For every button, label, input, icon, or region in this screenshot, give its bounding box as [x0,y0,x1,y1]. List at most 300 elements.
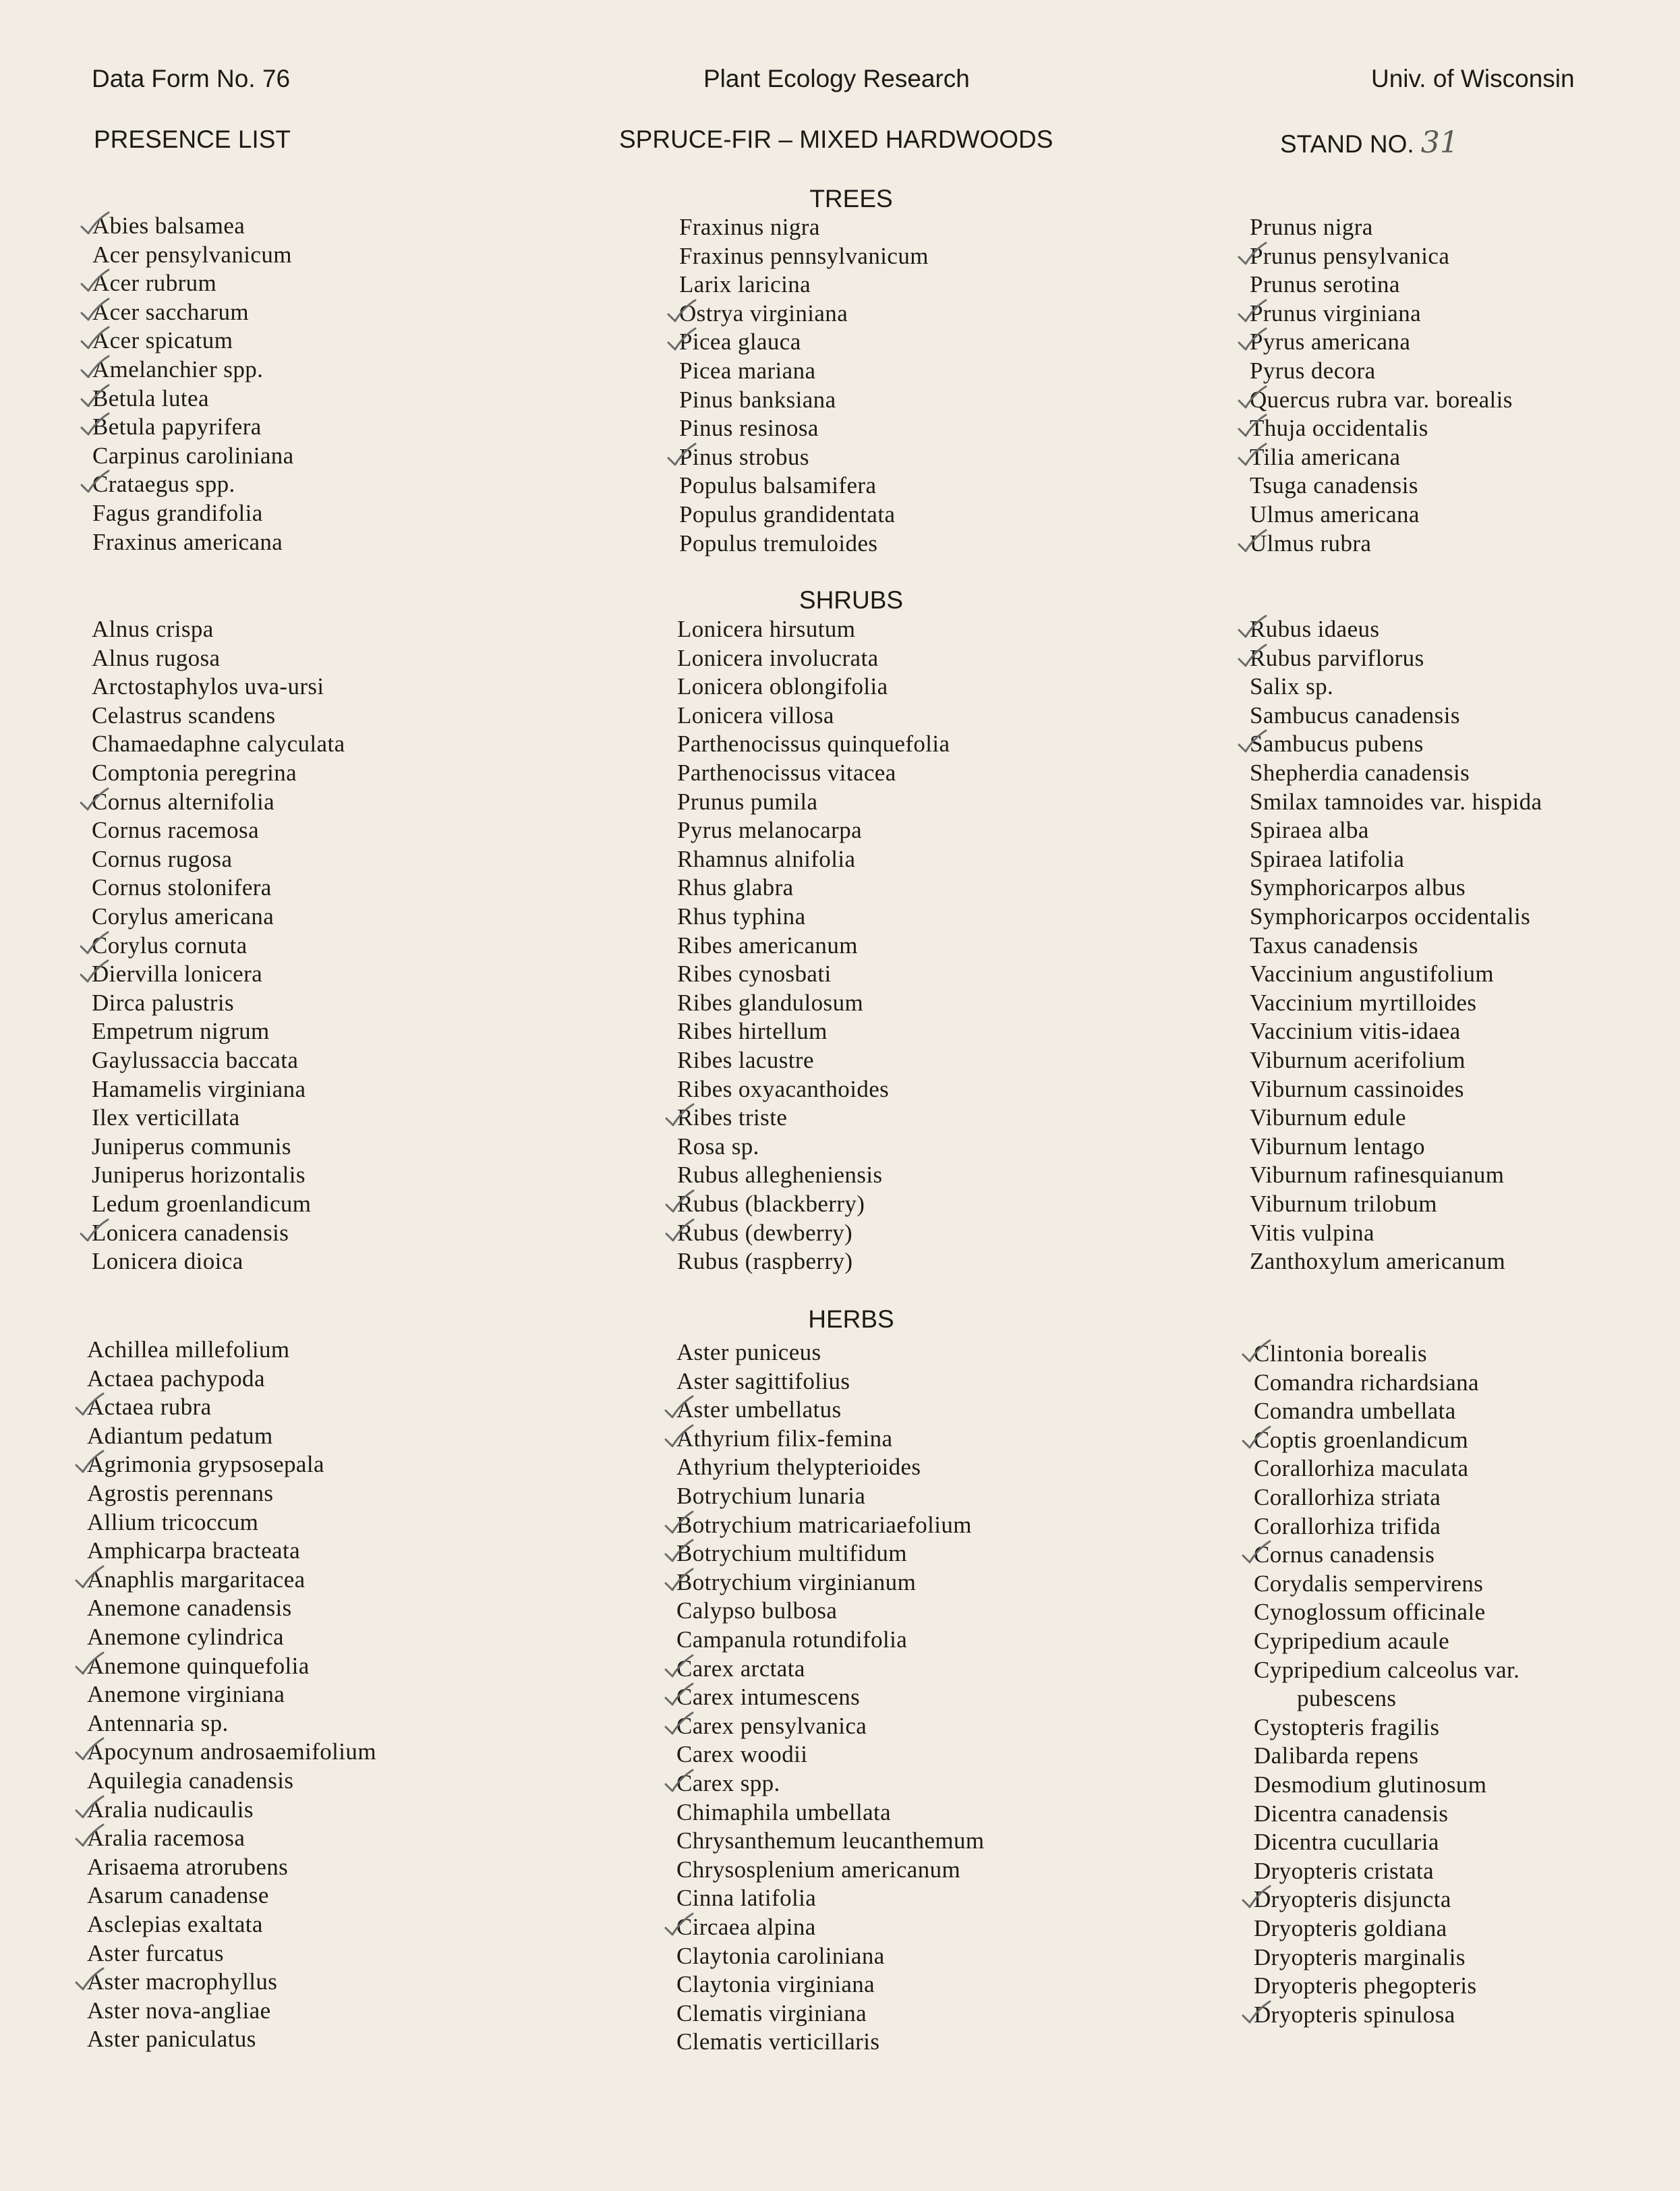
species-item [92,241,292,269]
species-item [92,932,248,960]
species-item [676,1367,850,1396]
species-item [1250,1190,1437,1218]
handwritten-check-icon [80,297,110,324]
species-item [1254,1541,1435,1569]
handwritten-check-icon [1238,326,1267,353]
species-name: Lonicera oblongifolia [677,673,888,700]
handwritten-check-icon [75,1794,105,1821]
species-name: Smilax tamnoides var. hispida [1250,788,1542,815]
species-item [676,1683,860,1711]
species-name: Alnus crispa [92,616,214,642]
species-item [1250,1161,1504,1189]
species-item [1254,1454,1468,1483]
species-item [1254,1857,1434,1885]
species-item [677,1190,865,1218]
species-item [87,1767,293,1795]
species-item [676,1626,907,1654]
species-item [1254,1713,1439,1742]
species-item [92,1133,291,1161]
species-name: Corydalis sempervirens [1254,1570,1484,1597]
handwritten-check-icon [664,1423,694,1450]
species-item [87,1450,324,1479]
stand-number-handwritten: 31 [1420,125,1459,160]
species-name: Allium tricoccum [87,1508,259,1535]
species-item [1250,845,1404,874]
handwritten-check-icon [664,1682,694,1709]
species-item [676,1827,985,1855]
species-item [92,788,274,816]
species-name: Taxus canadensis [1250,932,1418,959]
species-name: Prunus pensylvanica [1250,242,1450,269]
species-name: Asclepias exaltata [87,1911,263,1937]
species-item [87,2025,256,2053]
species-name: Acer rubrum [92,270,217,297]
species-item [1254,1885,1451,1914]
species-name: Tilia americana [1250,443,1401,470]
handwritten-check-icon [1242,1338,1271,1365]
species-name: Rubus parviflorus [1250,644,1424,671]
species-name: Corallorhiza maculata [1254,1455,1469,1482]
species-name: Fraxinus pennsylvanicum [679,242,929,269]
species-name: Aster sagittifolius [676,1367,850,1394]
species-item [676,1568,916,1597]
species-name: Abies balsamea [92,212,245,239]
species-item [679,530,877,558]
species-item [1254,1684,1396,1713]
species-name: Aquilegia canadensis [87,1767,294,1794]
species-name: Botrychium matricariaefolium [676,1511,972,1538]
handwritten-check-icon [1238,729,1267,756]
species-item [676,1539,907,1568]
species-name: Shepherdia canadensis [1250,760,1470,786]
species-item [677,816,862,845]
species-name: Amelanchier spp. [92,356,264,382]
handwritten-check-icon [75,1564,105,1591]
species-item [87,1968,277,1996]
species-item [92,1075,306,1104]
species-name: Viburnum edule [1250,1104,1406,1131]
handwritten-check-icon [80,787,109,814]
species-name: Amphicarpa bracteata [87,1537,301,1564]
species-item [92,326,233,355]
species-item [87,1479,273,1508]
species-name: Carex pensylvanica [676,1712,867,1739]
species-name: Prunus serotina [1250,271,1400,298]
species-item [1250,960,1494,988]
species-name: Juniperus communis [92,1133,291,1160]
species-name: Viburnum trilobum [1250,1191,1437,1217]
species-name: Desmodium glutinosum [1254,1771,1487,1798]
handwritten-check-icon [1238,442,1267,469]
species-item [677,932,858,960]
species-name: pubescens [1297,1685,1397,1712]
handwritten-check-icon [664,1394,694,1421]
species-name: Ledum groenlandicum [92,1191,312,1217]
species-name: Achillea millefolium [87,1336,290,1363]
species-item [677,1133,759,1161]
species-name: Dirca palustris [92,989,235,1016]
species-item [92,644,220,673]
species-name: Ribes cynosbati [677,961,832,988]
handwritten-check-icon [664,1538,694,1565]
species-name: Clintonia borealis [1254,1340,1428,1367]
species-name: Betula lutea [92,385,209,411]
species-item [92,442,294,470]
species-name: Anemone quinquefolia [87,1652,310,1679]
species-item [92,1104,240,1132]
species-item [677,615,855,644]
stand-number-label [1280,125,1459,160]
species-item [87,1796,254,1824]
species-name: Cornus canadensis [1254,1541,1435,1568]
handwritten-check-icon [80,383,110,410]
species-name: Rosa sp. [677,1133,759,1160]
species-name: Tsuga canadensis [1250,472,1418,499]
species-name: Rhus typhina [677,903,806,930]
species-item [1254,1570,1483,1598]
species-name: Arctostaphylos uva-ursi [92,673,324,700]
species-name: Betula papyrifera [92,414,262,440]
species-name: Sambucus pubens [1250,731,1424,758]
species-name: Cypripedium calceolus var. [1254,1656,1520,1683]
species-item [92,1161,306,1189]
species-name: Larix laricina [679,271,811,298]
handwritten-check-icon [1238,385,1267,411]
species-name: Aralia racemosa [87,1825,245,1852]
species-name: Dryopteris cristata [1254,1857,1435,1884]
species-item [92,1046,298,1075]
species-name: Anemone canadensis [87,1595,292,1622]
species-name: Fagus grandifolia [92,500,263,526]
species-item [677,1161,883,1189]
species-item [1254,1340,1427,1368]
species-item [87,1680,285,1709]
species-name: Ribes lacustre [677,1047,814,1073]
species-name: Ilex verticillata [92,1104,240,1131]
species-name: Acer saccharum [92,298,249,325]
species-item [92,1247,243,1276]
species-name: Ribes hirtellum [677,1018,828,1045]
species-name: Parthenocissus quinquefolia [677,731,950,758]
species-item [92,989,234,1017]
species-name: Arisaema atrorubens [87,1853,289,1880]
species-name: Parthenocissus vitacea [677,760,896,786]
species-item [676,1712,867,1740]
species-item [677,989,863,1017]
species-item [677,1046,814,1075]
species-name: Gaylussaccia baccata [92,1047,299,1073]
species-name: Dryopteris goldiana [1254,1915,1447,1941]
species-name: Rubus idaeus [1250,616,1380,642]
species-item [676,1970,875,1999]
species-name: Asarum canadense [87,1882,269,1909]
handwritten-check-icon [1238,614,1267,641]
handwritten-check-icon [1238,413,1267,440]
species-item [87,1652,310,1680]
species-name: Acer spicatum [92,327,233,354]
species-item [1250,414,1428,443]
species-name: Cornus rugosa [92,845,233,872]
species-item [1250,759,1470,787]
species-item [676,1913,816,1941]
handwritten-check-icon [75,1449,105,1476]
species-item [1250,1046,1466,1075]
species-item [87,1709,229,1738]
species-item [1250,1219,1374,1247]
species-item [1254,1800,1448,1828]
species-name: Carpinus caroliniana [92,442,294,469]
handwritten-check-icon [75,1736,105,1763]
species-name: Diervilla lonicera [92,961,263,988]
species-item [676,1769,780,1798]
species-item [679,443,809,472]
handwritten-check-icon [80,268,110,295]
org-center-title: Plant Ecology Research [703,65,970,92]
species-item [1250,357,1376,385]
species-name: Prunus pumila [677,788,818,815]
species-name: Rhus glabra [677,874,794,901]
species-item [1250,1017,1461,1046]
handwritten-check-icon [664,1768,694,1795]
species-item [1254,1742,1418,1770]
species-name: Coptis groenlandicum [1254,1426,1469,1453]
species-item [677,730,950,758]
species-name: Botrychium lunaria [676,1483,866,1509]
species-item [677,644,879,673]
handwritten-check-icon [1238,528,1267,555]
species-name: Dicentra canadensis [1254,1800,1449,1827]
species-name: Picea glauca [679,329,801,355]
species-item [92,413,262,441]
species-item [676,1597,837,1625]
species-item [679,271,811,299]
species-item [676,1511,972,1539]
species-item [92,1190,311,1218]
species-item [92,499,263,528]
species-item [1254,1512,1441,1541]
species-name: Aster nova-angliae [87,1997,271,2024]
species-item [92,702,276,730]
handwritten-check-icon [80,1218,109,1245]
species-item [92,528,283,557]
species-item [677,1247,852,1276]
species-item [92,730,345,758]
species-item [676,1884,816,1912]
species-item [92,385,209,413]
handwritten-check-icon [75,1966,105,1993]
species-name: Symphoricarpos albus [1250,874,1466,901]
species-item [1254,2001,1455,2029]
species-item [679,414,819,443]
species-name: Pyrus americana [1250,329,1411,355]
species-name: Cornus racemosa [92,817,260,844]
species-item [1250,788,1542,816]
species-item [87,1881,269,1910]
species-name: Vaccinium vitis-idaea [1250,1018,1461,1045]
species-name: Celastrus scandens [92,702,276,729]
species-item [676,1856,960,1884]
species-name: Vaccinium angustifolium [1250,961,1495,988]
species-name: Spiraea latifolia [1250,845,1405,872]
species-name: Chrysosplenium americanum [676,1856,961,1883]
species-name: Corylus cornuta [92,932,248,959]
species-item [92,816,259,845]
species-item [87,1623,284,1651]
species-name: Pinus resinosa [679,415,819,442]
species-name: Prunus nigra [1250,214,1373,240]
species-name: Actaea pachypoda [87,1365,265,1392]
handwritten-check-icon [80,411,110,438]
species-item [676,2028,879,2056]
species-item [1254,1828,1439,1856]
species-item [87,1422,273,1450]
species-item [1250,328,1410,356]
species-item [92,269,216,297]
species-item [92,1017,270,1046]
handwritten-check-icon [667,442,697,469]
species-name: Thuja occidentalis [1250,415,1428,442]
species-item [92,355,263,384]
species-name: Corallorhiza striata [1254,1484,1441,1510]
species-name: Claytonia caroliniana [676,1942,885,1969]
species-name: Ribes americanum [677,932,858,959]
species-name: Rubus allegheniensis [677,1162,883,1189]
species-name: Zanthoxylum americanum [1250,1248,1506,1275]
species-name: Viburnum acerifolium [1250,1047,1466,1073]
species-item [676,1740,807,1769]
species-item [1250,1075,1464,1104]
species-item [677,1104,787,1132]
handwritten-check-icon [1238,298,1267,325]
species-item [87,1365,265,1393]
species-name: Spiraea alba [1250,817,1369,844]
species-name: Pinus strobus [679,443,809,470]
species-name: Quercus rubra var. borealis [1250,386,1513,413]
species-item [87,1508,258,1537]
species-name: Aster umbellatus [676,1396,842,1423]
species-item [92,673,324,701]
handwritten-check-icon [80,959,109,986]
species-name: Clematis virginiana [676,1999,867,2026]
handwritten-check-icon [664,1567,694,1594]
handwritten-check-icon [664,1912,694,1939]
species-name: Alnus rugosa [92,644,221,671]
species-name: Apocynum androsaemifolium [87,1738,376,1765]
species-name: Dryopteris disjuncta [1254,1886,1451,1913]
species-name: Circaea alpina [676,1914,816,1940]
species-name: Carex arctata [676,1655,805,1682]
species-item [1254,1972,1477,2000]
species-item [676,1396,842,1424]
species-item [676,1942,885,1970]
species-item [92,1219,289,1247]
species-name: Prunus virginiana [1250,300,1422,326]
species-item [677,845,855,874]
handwritten-check-icon [665,1189,695,1216]
section-title-shrubs: SHRUBS [799,586,904,614]
species-item [87,1537,300,1565]
species-item [1250,730,1424,758]
species-name: Carex spp. [676,1770,780,1796]
species-name: Botrychium virginianum [676,1568,917,1595]
species-name: Comandra richardsiana [1254,1369,1479,1396]
species-item [1250,472,1418,500]
species-name: Dalibarda repens [1254,1742,1419,1769]
species-name: Rubus (blackberry) [677,1191,865,1217]
species-item [1250,932,1418,960]
stand-label: STAND NO. [1280,130,1414,158]
species-item [87,1336,290,1364]
species-name: Dicentra cucullaria [1254,1829,1439,1856]
species-name: Lonicera canadensis [92,1219,289,1246]
species-item [87,1566,306,1594]
species-item [677,759,896,787]
species-item [676,1655,805,1683]
species-name: Hamamelis virginiana [92,1075,306,1102]
handwritten-check-icon [1238,643,1267,670]
species-name: Chamaedaphne calyculata [92,731,345,758]
species-item [1254,1914,1447,1943]
handwritten-check-icon [667,326,697,353]
species-item [92,845,232,874]
species-item [677,673,888,701]
species-item [679,300,848,328]
species-item [87,1393,212,1421]
species-item [677,702,834,730]
species-name: Antennaria sp. [87,1709,229,1736]
handwritten-check-icon [80,354,110,381]
species-name: Calypso bulbosa [676,1597,838,1624]
species-item [87,1939,224,1968]
species-item [677,903,806,931]
species-name: Anemone cylindrica [87,1624,284,1650]
species-item [677,874,794,902]
species-name: Ribes glandulosum [677,989,864,1016]
species-item [92,470,235,499]
species-item [87,1853,288,1881]
species-item [1250,530,1371,558]
species-item [1250,213,1373,241]
species-item [87,1824,245,1852]
species-name: Acer pensylvanicum [92,241,292,268]
species-name: Carex intumescens [676,1684,861,1711]
species-name: Empetrum nigrum [92,1018,270,1045]
species-name: Corallorhiza trifida [1254,1512,1441,1539]
species-name: Botrychium multifidum [676,1540,907,1567]
handwritten-check-icon [1242,1999,1271,2026]
species-name: Sambucus canadensis [1250,702,1460,729]
species-item [1254,1397,1456,1425]
species-name: Dryopteris phegopteris [1254,1972,1477,1999]
species-name: Viburnum cassinoides [1250,1075,1464,1102]
species-item [87,1738,376,1766]
species-name: Pyrus decora [1250,358,1376,384]
species-name: Lonicera dioica [92,1248,243,1275]
species-name: Pinus banksiana [679,386,836,413]
handwritten-check-icon [667,298,697,325]
species-name: Athyrium filix-femina [676,1425,893,1452]
species-item [1254,1483,1441,1512]
org-right-title: Univ. of Wisconsin [1371,65,1575,92]
species-name: Symphoricarpos occidentalis [1250,903,1531,930]
community-title: SPRUCE-FIR – MIXED HARDWOODS [619,125,1053,153]
species-item [677,960,832,988]
species-item [679,242,929,271]
species-item [677,1017,828,1046]
species-item [1250,903,1530,931]
section-title-trees: TREES [809,185,893,212]
species-item [676,1338,821,1367]
